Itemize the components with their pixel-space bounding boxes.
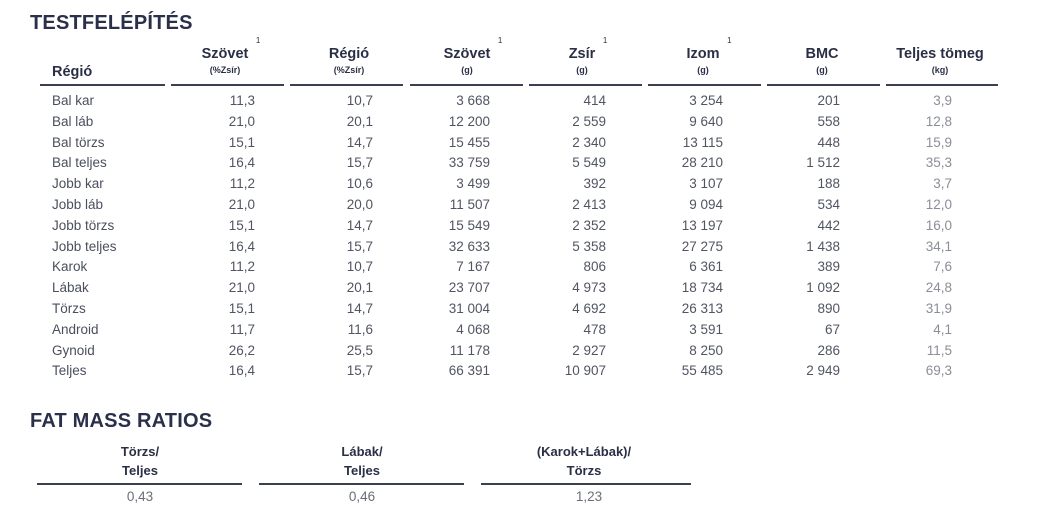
table-cell: 18 734 <box>681 280 723 296</box>
table-cell: 3 254 <box>689 93 723 108</box>
table-cell: 7,6 <box>933 259 952 275</box>
table-cell: 3 591 <box>689 321 723 337</box>
table-cell: 389 <box>817 259 840 275</box>
header-footnote-mark: 1 <box>497 36 503 45</box>
table-cell: 8 250 <box>689 342 723 358</box>
table-cell: 16,0 <box>925 217 952 233</box>
table-cell: 11,2 <box>229 259 255 275</box>
table-cell: 5 358 <box>572 238 606 254</box>
table-cell: 20,0 <box>346 197 373 212</box>
table-cell: 7 167 <box>456 259 490 275</box>
table-row <box>0 93 1048 114</box>
table-cell: 12,0 <box>925 197 952 212</box>
ratio-value-limbs-trunk: 1,23 <box>575 489 603 504</box>
ratio-header-line: (Karok+Lábak)/ <box>536 444 632 459</box>
table-cell: 31,9 <box>925 301 952 316</box>
header-label: Teljes tömeg <box>896 46 984 62</box>
table-row <box>0 280 1048 301</box>
table-cell: 21,0 <box>228 280 255 296</box>
table-row <box>0 301 1048 322</box>
header-rule <box>40 84 165 86</box>
table-row <box>0 343 1048 364</box>
table-cell: 15,1 <box>228 217 255 233</box>
header-rule <box>648 84 761 86</box>
table-cell: 26 313 <box>681 301 723 316</box>
table-cell: 10,7 <box>346 259 373 275</box>
ratio-header-legs-total <box>262 442 462 480</box>
table-row <box>0 259 1048 280</box>
ratio-header-line: Törzs <box>566 463 602 478</box>
row-region-label: Teljes <box>52 363 87 379</box>
table-cell: 4 973 <box>572 280 606 296</box>
header-rule <box>171 84 284 86</box>
table-cell: 442 <box>817 217 840 233</box>
ratio-header-limbs-trunk <box>484 442 684 480</box>
table-cell: 13 197 <box>681 217 723 233</box>
table-cell: 11,7 <box>229 321 255 337</box>
header-footnote-mark: 1 <box>255 36 261 45</box>
table-cell: 3 107 <box>689 176 723 192</box>
row-region-label: Jobb kar <box>52 176 104 192</box>
header-rule <box>410 84 523 86</box>
table-cell: 3 499 <box>456 176 490 192</box>
table-cell: 2 559 <box>572 113 606 129</box>
table-row <box>0 197 1048 218</box>
table-cell: 10,6 <box>346 176 373 192</box>
row-region-label: Android <box>52 321 99 337</box>
header-unit: (g) <box>697 65 709 75</box>
header-bmc-grams <box>792 45 852 75</box>
row-region-label: Jobb láb <box>52 197 104 212</box>
row-region-label: Bal teljes <box>52 155 107 171</box>
table-row <box>0 155 1048 176</box>
ratio-header-line: Teljes <box>344 463 380 478</box>
table-cell: 10,7 <box>346 93 373 108</box>
table-cell: 9 094 <box>689 197 723 212</box>
table-cell: 448 <box>817 134 840 150</box>
header-label: Izom <box>686 46 720 62</box>
header-fat-grams <box>552 36 612 75</box>
table-cell: 2 352 <box>572 217 606 233</box>
table-cell: 286 <box>817 342 840 358</box>
table-cell: 6 361 <box>689 259 723 275</box>
table-cell: 2 949 <box>806 363 840 379</box>
header-footnote-mark: 1 <box>602 36 608 45</box>
section-title-body-composition: TESTFELÉPÍTÉS <box>30 12 193 34</box>
table-cell: 21,0 <box>228 197 255 212</box>
table-cell: 15,7 <box>346 363 373 379</box>
table-cell: 14,7 <box>346 301 373 316</box>
table-row <box>0 114 1048 135</box>
table-cell: 32 633 <box>448 238 490 254</box>
table-cell: 67 <box>824 321 840 337</box>
header-label: Régió <box>52 64 93 80</box>
header-lean-grams <box>673 36 733 75</box>
header-unit: (%Zsír) <box>209 65 241 75</box>
table-cell: 21,0 <box>228 113 255 129</box>
table-cell: 11 178 <box>449 342 490 358</box>
table-cell: 14,7 <box>346 134 373 150</box>
header-region <box>52 63 92 81</box>
table-cell: 9 640 <box>689 113 723 129</box>
table-cell: 20,1 <box>346 280 373 296</box>
table-cell: 27 275 <box>681 238 723 254</box>
header-total-mass-kg <box>880 45 1000 75</box>
row-region-label: Jobb teljes <box>52 238 117 254</box>
header-rule <box>886 84 998 86</box>
table-cell: 806 <box>583 259 606 275</box>
table-cell: 55 485 <box>681 363 723 379</box>
table-cell: 66 391 <box>448 363 490 379</box>
table-cell: 478 <box>583 321 606 337</box>
table-cell: 15,1 <box>228 134 255 150</box>
table-cell: 14,7 <box>346 217 373 233</box>
table-cell: 23 707 <box>448 280 490 296</box>
ratio-rule <box>481 483 691 485</box>
row-region-label: Lábak <box>52 280 89 296</box>
header-unit: (%Zsír) <box>333 65 365 75</box>
row-region-label: Karok <box>52 259 88 275</box>
row-region-label: Bal kar <box>52 93 95 108</box>
section-title-fat-mass-ratios: FAT MASS RATIOS <box>30 410 213 432</box>
table-cell: 25,5 <box>346 342 373 358</box>
table-cell: 34,1 <box>925 238 952 254</box>
table-cell: 1 092 <box>806 280 840 296</box>
row-region-label: Jobb törzs <box>52 217 115 233</box>
table-cell: 33 759 <box>448 155 490 171</box>
ratio-rule <box>37 483 242 485</box>
ratio-header-line: Törzs/ <box>120 444 160 459</box>
header-unit: (g) <box>576 65 588 75</box>
header-unit: (g) <box>461 65 473 75</box>
header-rule <box>767 84 880 86</box>
table-cell: 35,3 <box>925 155 952 171</box>
table-cell: 16,4 <box>228 363 255 379</box>
table-row <box>0 176 1048 197</box>
row-region-label: Törzs <box>52 301 86 316</box>
table-cell: 15 455 <box>448 134 490 150</box>
table-cell: 4 068 <box>456 321 490 337</box>
row-region-label: Bal láb <box>52 113 94 129</box>
table-cell: 4 692 <box>572 301 606 316</box>
header-label: Régió <box>328 46 370 62</box>
ratio-value-trunk-total: 0,43 <box>126 489 154 504</box>
header-region-percent-fat <box>314 45 384 75</box>
table-cell: 13 115 <box>682 134 723 150</box>
table-cell: 3,7 <box>933 176 952 192</box>
row-region-label: Gynoid <box>52 342 95 358</box>
ratio-header-trunk-total <box>40 442 240 480</box>
table-cell: 16,4 <box>228 155 255 171</box>
table-cell: 5 549 <box>572 155 606 171</box>
table-cell: 188 <box>817 176 840 192</box>
table-cell: 890 <box>817 301 840 316</box>
header-footnote-mark: 1 <box>727 36 732 45</box>
table-cell: 10 907 <box>564 363 606 379</box>
table-cell: 28 210 <box>681 155 723 171</box>
table-cell: 20,1 <box>346 113 373 129</box>
header-unit: (kg) <box>931 65 949 75</box>
ratio-header-line: Lábak/ <box>341 444 383 459</box>
table-cell: 24,8 <box>925 280 952 296</box>
header-label: Szövet <box>201 46 249 62</box>
table-cell: 15,9 <box>925 134 952 150</box>
table-cell: 16,4 <box>228 238 255 254</box>
table-cell: 2 413 <box>572 197 606 212</box>
table-cell: 558 <box>817 113 840 129</box>
ratio-rule <box>259 483 464 485</box>
table-cell: 12 200 <box>448 113 490 129</box>
table-cell: 201 <box>817 93 840 108</box>
header-label: BMC <box>805 46 839 62</box>
header-unit: (g) <box>816 65 828 75</box>
table-cell: 15 549 <box>448 217 490 233</box>
ratio-value-legs-total: 0,46 <box>348 489 376 504</box>
table-cell: 11,2 <box>229 176 255 192</box>
table-cell: 12,8 <box>925 113 952 129</box>
table-cell: 2 927 <box>572 342 606 358</box>
ratio-header-line: Teljes <box>122 463 158 478</box>
table-cell: 15,7 <box>346 155 373 171</box>
table-cell: 414 <box>583 93 606 108</box>
table-cell: 31 004 <box>448 301 490 316</box>
table-row <box>0 218 1048 239</box>
table-cell: 11,5 <box>926 342 952 358</box>
header-tissue-percent-fat <box>190 36 261 75</box>
table-row <box>0 135 1048 156</box>
row-region-label: Bal törzs <box>52 134 105 150</box>
table-cell: 392 <box>583 176 606 192</box>
table-cell: 4,1 <box>933 321 952 337</box>
header-label: Szövet <box>443 46 491 62</box>
table-cell: 15,7 <box>346 238 373 254</box>
table-cell: 15,1 <box>228 301 255 316</box>
table-cell: 3,9 <box>933 93 952 108</box>
table-cell: 2 340 <box>572 134 606 150</box>
header-rule <box>290 84 403 86</box>
table-cell: 1 438 <box>806 238 840 254</box>
header-label: Zsír <box>568 46 596 62</box>
table-cell: 11 507 <box>449 197 490 212</box>
table-cell: 69,3 <box>925 363 952 379</box>
table-row <box>0 363 1048 384</box>
table-cell: 26,2 <box>228 342 255 358</box>
table-cell: 534 <box>817 197 840 212</box>
header-rule <box>529 84 642 86</box>
table-cell: 11,3 <box>229 93 255 108</box>
table-cell: 3 668 <box>456 93 490 108</box>
table-row <box>0 322 1048 343</box>
table-cell: 1 512 <box>806 155 840 171</box>
table-row <box>0 239 1048 260</box>
header-tissue-grams <box>432 36 503 75</box>
table-cell: 11,6 <box>347 321 373 337</box>
